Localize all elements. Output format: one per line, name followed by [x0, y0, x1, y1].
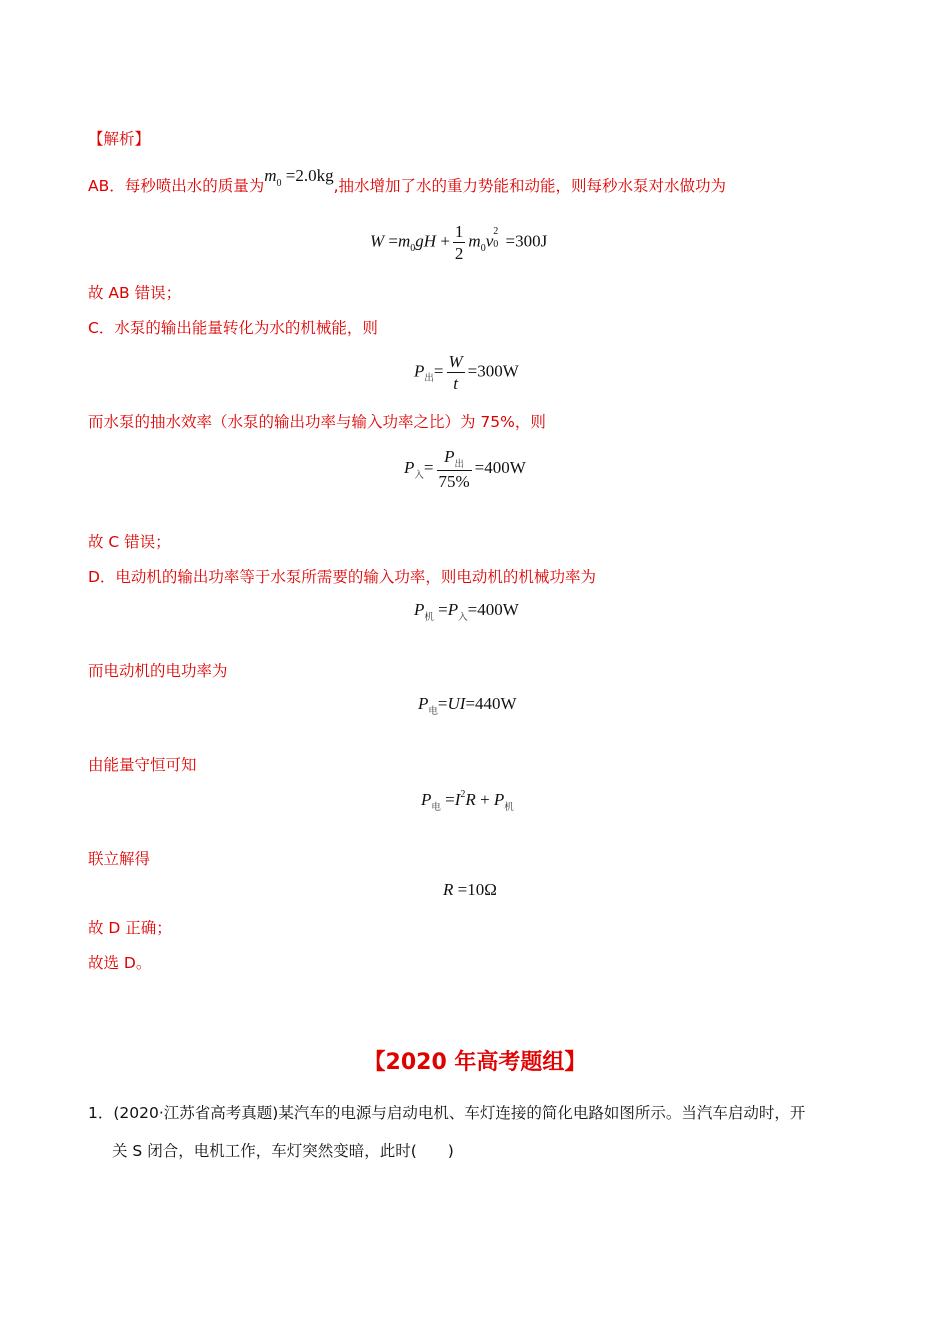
- fraction-numerator: W: [448, 352, 463, 371]
- mass-symbol: m: [264, 166, 277, 185]
- equals-sign: =: [433, 361, 444, 381]
- solve-statement: 联立解得: [88, 850, 151, 868]
- equals-sign: =: [438, 600, 448, 619]
- fraction-numerator: 1: [454, 222, 464, 241]
- question-1-line-1: 1．(2020·江苏省高考真题)某汽车的电源与启动电机、车灯连接的简化电路如图所示。当汽车启动时，开: [88, 1104, 806, 1122]
- pout-equation: [414, 352, 519, 393]
- c-conclusion: 故 C 错误；: [88, 533, 171, 551]
- power-symbol: P: [418, 694, 429, 713]
- gh-term: gH: [415, 231, 437, 251]
- resistance-symbol: R: [465, 790, 476, 809]
- power-symbol: P: [414, 361, 425, 381]
- pmachine-equation: [414, 600, 519, 623]
- pin-equation: [404, 447, 526, 491]
- power-symbol: P: [421, 790, 432, 809]
- velocity-subscript: 0: [493, 239, 499, 251]
- mass-subscript: 0: [410, 243, 416, 255]
- mass-expression: [264, 166, 334, 189]
- power-symbol: P: [493, 790, 505, 809]
- mass-subscript: 0: [276, 178, 282, 189]
- power-subscript: 入: [458, 612, 468, 623]
- work-result: =300J: [505, 231, 548, 251]
- energy-equation: [421, 789, 514, 813]
- current-symbol: I: [454, 790, 461, 809]
- question-1-line-2: 关 S 闭合，电机工作，车灯突然变暗，此时( ): [112, 1142, 454, 1160]
- ab-prefix: AB．每秒喷出水的质量为: [88, 177, 265, 195]
- analysis-label: 【解析】: [88, 130, 151, 148]
- velocity-superscript: 2: [493, 226, 499, 238]
- equals-sign: =: [437, 694, 448, 713]
- plus-sign: +: [440, 231, 450, 251]
- power-subscript: 电: [431, 802, 441, 813]
- d-statement: D．电动机的输出功率等于水泵所需要的输入功率，则电动机的机械功率为: [88, 568, 596, 586]
- section-heading: 【2020 年高考题组】: [363, 1050, 587, 1075]
- pelec-equation: [418, 694, 517, 717]
- ab-statement: [88, 166, 727, 199]
- resistance-symbol: R: [443, 880, 454, 899]
- work-equation: [370, 222, 547, 263]
- power-subscript: 入: [414, 469, 424, 481]
- power-symbol: P: [414, 600, 425, 619]
- equals-sign: =: [423, 457, 434, 477]
- mass-symbol: m: [468, 231, 481, 251]
- final-answer: 故选 D。: [88, 954, 152, 972]
- pmachine-result: =400W: [467, 600, 519, 619]
- velocity-symbol: v: [485, 231, 494, 251]
- pin-result: =400W: [474, 457, 526, 477]
- equals-sign: =: [445, 790, 455, 809]
- elec-power-statement: 而电动机的电功率为: [88, 662, 228, 680]
- fraction-denominator: t: [453, 374, 458, 393]
- efficiency-fraction: [437, 447, 472, 491]
- power-symbol: P: [447, 600, 459, 619]
- ab-conclusion: 故 AB 错误；: [88, 284, 182, 302]
- power-subscript: 出: [424, 373, 434, 385]
- power-subscript: 机: [504, 802, 514, 813]
- pout-result: =300W: [467, 361, 519, 381]
- numerator-subscript: 出: [454, 459, 465, 470]
- efficiency-statement: 而水泵的抽水效率（水泵的输出功率与输入功率之比）为 75%，则: [88, 413, 546, 431]
- work-over-time-fraction: [447, 352, 465, 393]
- work-symbol: W: [370, 231, 385, 251]
- half-fraction: [453, 222, 466, 263]
- power-symbol: P: [404, 457, 415, 477]
- ab-suffix: ,抽水增加了水的重力势能和动能，则每秒水泵对水做功为: [333, 177, 727, 195]
- energy-statement: 由能量守恒可知: [88, 756, 197, 774]
- pelec-result: =440W: [465, 694, 517, 713]
- current-superscript: 2: [460, 789, 466, 800]
- d-conclusion: 故 D 正确；: [88, 919, 172, 937]
- power-subscript: 电: [428, 706, 438, 717]
- velocity-scripts: [493, 226, 501, 251]
- resistance-result: =10Ω: [457, 880, 497, 899]
- power-subscript: 机: [424, 612, 434, 623]
- mass-symbol: m: [398, 231, 411, 251]
- mass-value: =2.0kg: [285, 166, 334, 185]
- plus-sign: +: [480, 790, 490, 809]
- fraction-denominator: 2: [454, 244, 464, 263]
- fraction-numerator: P: [444, 447, 455, 466]
- c-statement: C．水泵的输出能量转化为水的机械能，则: [88, 319, 378, 337]
- equals-sign: =: [388, 231, 399, 251]
- ui-term: UI: [447, 694, 466, 713]
- mass-subscript: 0: [480, 243, 486, 255]
- resistance-equation: [443, 880, 497, 900]
- fraction-denominator: 75%: [438, 472, 470, 491]
